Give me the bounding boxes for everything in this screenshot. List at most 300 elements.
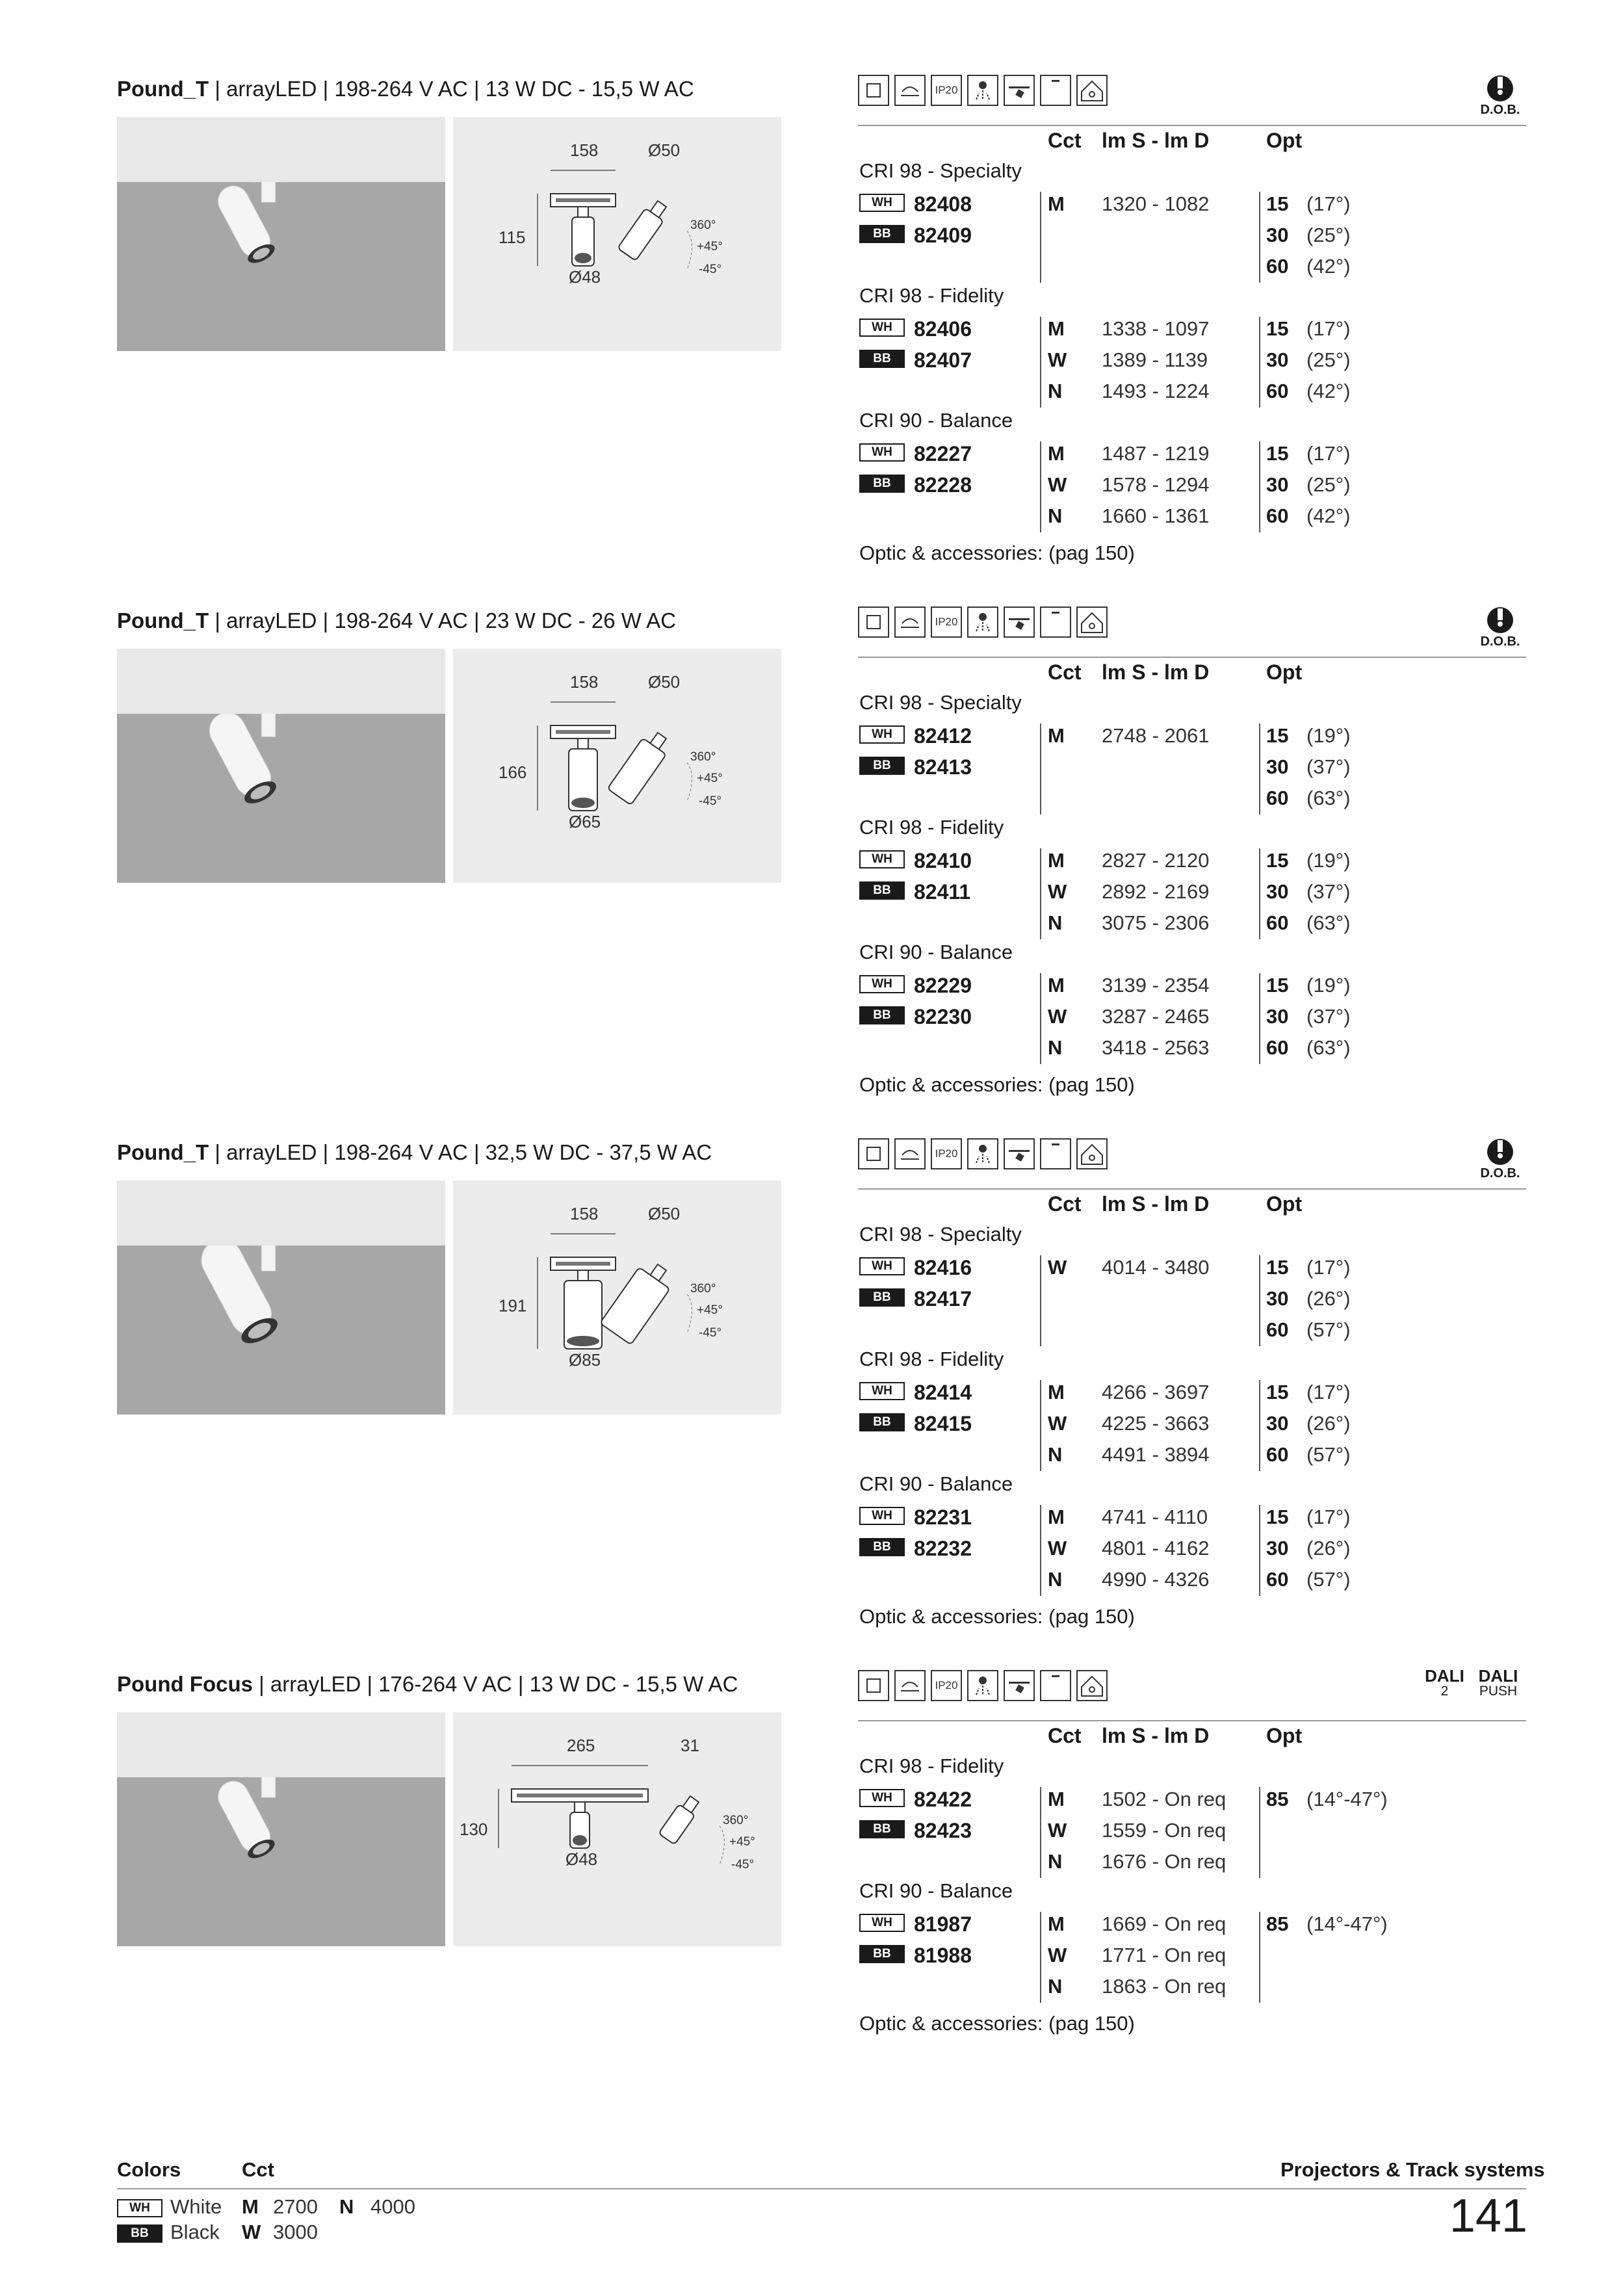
column-divider [1259, 848, 1260, 939]
optic-value: 15 [1266, 1506, 1289, 1528]
beam-angle: (25°) [1306, 224, 1351, 246]
dimension-width: 158 [570, 1204, 599, 1223]
cct-value: M [1048, 1912, 1065, 1935]
product-spec: | arrayLED | 198-264 V AC | 13 W DC - 15,5 W AC [209, 77, 694, 101]
table-row [858, 751, 1527, 783]
lumen-value: 1502 - On req [1102, 1788, 1227, 1810]
lumen-value: 2748 - 2061 [1102, 724, 1210, 747]
col-header-opt: Opt [1266, 660, 1303, 684]
product-section [0, 532, 1623, 1096]
group-label: CRI 98 - Specialty [859, 1223, 1022, 1246]
group-label: CRI 98 - Fidelity [859, 816, 1004, 839]
wall-area [117, 1712, 445, 1777]
color-badge-wh: WH [859, 1914, 905, 1932]
table-row [858, 189, 1527, 220]
product-name: Pound_T [117, 1140, 209, 1164]
table-row [858, 376, 1527, 407]
group-label: CRI 98 - Specialty [859, 691, 1022, 714]
class-ii-icon [858, 1138, 889, 1169]
column-divider [1040, 192, 1041, 283]
lumen-value: 4225 - 3663 [1102, 1412, 1210, 1435]
beam-angle: (63°) [1306, 1036, 1351, 1059]
wall-area [117, 117, 445, 182]
optic-value: 30 [1266, 755, 1289, 778]
col-header-cct: Cct [1048, 660, 1082, 684]
color-badge-wh: WH [859, 975, 905, 993]
color-badge-bb: BB [859, 1945, 905, 1963]
dob-label: D.O.B. [1480, 634, 1520, 649]
cct-value: N [1048, 1443, 1063, 1466]
table-row [858, 1940, 1527, 1971]
column-divider [1040, 973, 1041, 1064]
lumen-value: 3287 - 2465 [1102, 1005, 1210, 1028]
col-header-opt: Opt [1266, 1192, 1303, 1216]
column-divider [1259, 1505, 1260, 1596]
optic-value: 60 [1266, 1318, 1289, 1341]
header-rule [858, 657, 1526, 658]
group-label: CRI 90 - Balance [859, 941, 1013, 963]
column-divider [1259, 441, 1260, 532]
beam-angle: (63°) [1306, 911, 1351, 934]
technical-drawing [453, 649, 781, 883]
dimension-rot: 360° [723, 1814, 749, 1827]
color-badge-bb: BB [859, 757, 905, 775]
cct-value: W [1048, 1005, 1067, 1028]
product-code[interactable]: 82422 [914, 1788, 972, 1811]
cct-value: W [1048, 348, 1067, 371]
lumen-value: 1559 - On req [1102, 1819, 1227, 1842]
product-name: Pound_T [117, 77, 209, 101]
beam-angle: (17°) [1306, 1256, 1351, 1279]
product-code[interactable]: 82412 [914, 724, 972, 748]
lumen-value: 4801 - 4162 [1102, 1537, 1210, 1559]
glow-wire-icon [967, 1138, 998, 1169]
color-badge-wh: WH [117, 2199, 162, 2217]
dimension-tilt-up: +45° [697, 1303, 723, 1317]
dimension-drawing [453, 1712, 781, 1946]
optic-accessories-note[interactable]: Optic & accessories: (pag 150) [859, 1605, 1135, 1628]
optic-value: 60 [1266, 911, 1289, 934]
beam-angle: (17°) [1306, 442, 1351, 465]
column-divider [1259, 1912, 1260, 2003]
ip20-icon: IP20 [931, 1138, 962, 1169]
lumen-value: 1669 - On req [1102, 1912, 1227, 1935]
lumen-value: 3075 - 2306 [1102, 911, 1210, 934]
lumen-value: 1487 - 1219 [1102, 442, 1210, 465]
optic-value: 30 [1266, 473, 1289, 496]
beam-angle: (57°) [1306, 1318, 1351, 1341]
product-spec: | arrayLED | 198-264 V AC | 32,5 W DC - 37,5 W AC [209, 1140, 712, 1164]
dimension-tilt-up: +45° [729, 1835, 755, 1849]
optic-value: 30 [1266, 1412, 1289, 1435]
dimension-rot: 360° [690, 750, 716, 764]
footer-rule [117, 2188, 1526, 2189]
dimension-diam-bottom: Ø48 [565, 1849, 598, 1869]
color-badge-wh: WH [859, 850, 905, 868]
product-code[interactable]: 81987 [914, 1912, 972, 1936]
col-header-lm: lm S - lm D [1102, 1724, 1210, 1747]
dimension-diam-bottom: Ø85 [569, 1350, 601, 1370]
beam-angle: (26°) [1306, 1537, 1351, 1559]
lumen-value: 1389 - 1139 [1102, 348, 1208, 371]
table-row [858, 501, 1527, 532]
track-mount-icon [1040, 1670, 1071, 1701]
dimension-tilt-down: -45° [699, 1326, 722, 1340]
cct-value: N [1048, 1850, 1063, 1873]
column-divider [1259, 724, 1260, 815]
cct-value: W [1048, 473, 1067, 496]
product-code[interactable]: 82232 [914, 1537, 972, 1560]
lumen-value: 2827 - 2120 [1102, 849, 1210, 872]
color-badge-wh: WH [859, 319, 905, 337]
lumen-value: 4014 - 3480 [1102, 1256, 1210, 1279]
optic-accessories-note[interactable]: Optic & accessories: (pag 150) [859, 541, 1135, 564]
lumen-value: 1771 - On req [1102, 1944, 1227, 1966]
lumen-value: 1578 - 1294 [1102, 473, 1210, 496]
class-ii-icon [858, 1670, 889, 1701]
product-code[interactable]: 82415 [914, 1412, 972, 1435]
color-badge-wh: WH [859, 1789, 905, 1807]
table-row [858, 720, 1527, 751]
optic-value: 60 [1266, 787, 1289, 809]
lumen-value: 1676 - On req [1102, 1850, 1227, 1873]
table-row [858, 1971, 1527, 2002]
product-code[interactable]: 82413 [914, 755, 972, 779]
column-divider [1259, 1787, 1260, 1878]
group-label: CRI 98 - Fidelity [859, 284, 1004, 307]
beam-angle: (42°) [1306, 504, 1351, 527]
dimension-height: 130 [460, 1819, 488, 1839]
optic-value: 30 [1266, 880, 1289, 903]
group-label: CRI 90 - Balance [859, 409, 1013, 432]
protected-install-icon [1076, 1138, 1108, 1169]
wall-area [117, 649, 445, 714]
product-code[interactable]: 82408 [914, 192, 972, 216]
cct-value: N [1048, 1568, 1063, 1591]
column-divider [1040, 1912, 1041, 2003]
table-row [858, 907, 1527, 939]
color-badge-wh: WH [859, 443, 905, 462]
table-row [858, 1001, 1527, 1032]
cct-value: W [1048, 1819, 1067, 1842]
lumen-value: 1660 - 1361 [1102, 504, 1210, 527]
optic-value: 15 [1266, 192, 1289, 215]
beam-angle: (17°) [1306, 1506, 1351, 1528]
product-code[interactable]: 82406 [914, 317, 972, 341]
lumen-value: 1493 - 1224 [1102, 380, 1210, 402]
lumen-value: 1338 - 1097 [1102, 317, 1210, 340]
cct-value: M [1048, 442, 1065, 465]
beam-angle: (37°) [1306, 880, 1351, 903]
product-code[interactable]: 82411 [914, 880, 971, 904]
dimension-diam-top: Ø50 [648, 1204, 681, 1223]
lumen-value: 2892 - 2169 [1102, 880, 1210, 903]
product-title [117, 77, 694, 101]
product-name: Pound_T [117, 608, 209, 633]
col-header-opt: Opt [1266, 129, 1303, 152]
lumen-value: 3418 - 2563 [1102, 1036, 1210, 1059]
cct-value: W [1048, 1256, 1067, 1279]
cct-value: N [1048, 1036, 1063, 1059]
dob-badge [1474, 605, 1526, 650]
table-row [858, 313, 1527, 345]
column-divider [1259, 192, 1260, 283]
wall-area [117, 1181, 445, 1246]
product-title [117, 1140, 712, 1165]
table-row [858, 1377, 1527, 1408]
optic-value: 15 [1266, 724, 1289, 747]
optic-value: 85 [1266, 1912, 1289, 1935]
header-rule [858, 1188, 1526, 1190]
class-ii-icon [858, 607, 889, 638]
dob-icon [1474, 73, 1526, 103]
product-code[interactable]: 82416 [914, 1256, 972, 1279]
table-row [858, 876, 1527, 907]
beam-angle: (25°) [1306, 348, 1351, 371]
beam-angle: (19°) [1306, 724, 1351, 747]
track-mount-icon [1040, 75, 1071, 106]
table-row [858, 1283, 1527, 1314]
cct-value: M [1048, 974, 1065, 997]
table-row [858, 970, 1527, 1001]
optic-value: 15 [1266, 317, 1289, 340]
column-divider [1040, 317, 1041, 408]
group-label: CRI 98 - Specialty [859, 159, 1022, 182]
lumen-value: 1863 - On req [1102, 1975, 1227, 1998]
table-row [858, 1909, 1527, 1940]
dimension-height: 115 [499, 227, 526, 247]
group-label: CRI 90 - Balance [859, 1879, 1013, 1902]
dimension-diam-top: Ø50 [648, 140, 681, 160]
optic-value: 15 [1266, 1381, 1289, 1403]
optic-value: 60 [1266, 504, 1289, 527]
cct-value: W [1048, 1537, 1067, 1559]
col-header-lm: lm S - lm D [1102, 129, 1210, 152]
dali-label: DALI [1425, 1666, 1464, 1686]
dimension-width: 158 [570, 140, 599, 160]
beam-angle: (57°) [1306, 1568, 1351, 1591]
header-rule [858, 125, 1526, 126]
column-divider [1259, 1255, 1260, 1346]
cct-value: M [1048, 724, 1065, 747]
ip20-icon: IP20 [931, 75, 962, 106]
glow-wire-icon [967, 75, 998, 106]
adjustable-head-icon [1004, 1138, 1035, 1169]
beam-angle: (25°) [1306, 473, 1351, 496]
optic-value: 30 [1266, 1537, 1289, 1559]
table-row [858, 220, 1527, 251]
column-divider [1040, 848, 1041, 939]
cct-value: N [1048, 911, 1063, 934]
col-header-cct: Cct [1048, 1192, 1082, 1216]
surface-mount-icon [894, 75, 926, 106]
dimension-drawing [453, 649, 781, 883]
column-divider [1259, 1380, 1260, 1471]
beam-angle: (17°) [1306, 192, 1351, 215]
dimension-tilt-down: -45° [699, 263, 722, 276]
table-row [858, 345, 1527, 376]
optic-value: 60 [1266, 380, 1289, 402]
product-code[interactable]: 82417 [914, 1287, 972, 1311]
product-code[interactable]: 82414 [914, 1381, 972, 1404]
optic-value: 15 [1266, 849, 1289, 872]
product-spec: | arrayLED | 176-264 V AC | 13 W DC - 15,5 W AC [253, 1672, 738, 1696]
cct-value: M [1048, 192, 1065, 215]
product-code[interactable]: 82228 [914, 473, 972, 497]
optic-value: 30 [1266, 348, 1289, 371]
product-code[interactable]: 82227 [914, 442, 972, 465]
table-row [858, 1252, 1527, 1283]
dob-label: D.O.B. [1480, 103, 1520, 117]
dimension-height: 166 [499, 762, 527, 782]
color-badge-wh: WH [859, 1507, 905, 1525]
color-badge-bb: BB [859, 475, 905, 493]
column-divider [1040, 441, 1041, 532]
cct-value: N [1048, 1975, 1063, 1998]
lumen-value: 4266 - 3697 [1102, 1381, 1210, 1403]
color-name-black: Black [170, 2221, 220, 2243]
table-row [858, 1439, 1527, 1470]
technical-drawing [453, 1712, 781, 1946]
optic-value: 30 [1266, 1287, 1289, 1310]
group-label: CRI 90 - Balance [859, 1472, 1013, 1495]
color-badge-bb: BB [859, 350, 905, 368]
table-row [858, 845, 1527, 876]
table-row [858, 1846, 1527, 1877]
dimension-diam-top: 31 [681, 1736, 699, 1755]
column-divider [1040, 1380, 1041, 1471]
cct-value: W [1048, 1412, 1067, 1435]
column-divider [1040, 1787, 1041, 1878]
product-name: Pound Focus [117, 1672, 253, 1696]
table-row [858, 1815, 1527, 1846]
color-name-white: White [170, 2195, 222, 2218]
dimension-diam-bottom: Ø65 [569, 812, 601, 831]
surface-mount-icon [894, 1670, 926, 1701]
table-row [858, 1784, 1527, 1815]
col-header-cct: Cct [1048, 129, 1082, 152]
col-header-lm: lm S - lm D [1102, 1192, 1210, 1216]
product-photo [117, 649, 445, 883]
lumen-value: 1320 - 1082 [1102, 192, 1210, 215]
cct-label: Cct [242, 2158, 274, 2181]
beam-angle: (37°) [1306, 1005, 1351, 1028]
track-mount-icon [1040, 607, 1071, 638]
cct-value: M [1048, 317, 1065, 340]
cct-value: M [1048, 1788, 1065, 1810]
cct-value: M [1048, 849, 1065, 872]
optic-value: 15 [1266, 974, 1289, 997]
product-title [117, 1672, 738, 1697]
product-code[interactable]: 82230 [914, 1005, 972, 1028]
ip20-icon: IP20 [931, 607, 962, 638]
cct-value: W [1048, 880, 1067, 903]
dimension-drawing [453, 117, 781, 351]
color-badge-wh: WH [859, 1382, 905, 1400]
dali-badge [1469, 1668, 1527, 1699]
product-code[interactable]: 82407 [914, 348, 972, 372]
beam-angle: (42°) [1306, 380, 1351, 402]
category-label: Projectors & Track systems [1280, 2158, 1545, 2181]
protected-install-icon [1076, 1670, 1108, 1701]
optic-accessories-note[interactable]: Optic & accessories: (pag 150) [859, 2012, 1135, 2035]
glow-wire-icon [967, 1670, 998, 1701]
product-code[interactable]: 82229 [914, 974, 972, 997]
dali-sub: PUSH [1479, 1684, 1518, 1699]
table-row [858, 783, 1527, 814]
color-badge-bb: BB [859, 1413, 905, 1431]
product-code[interactable]: 82231 [914, 1506, 972, 1529]
table-row [858, 1502, 1527, 1533]
page-number: 141 [1449, 2190, 1527, 2242]
lumen-value: 4990 - 4326 [1102, 1568, 1210, 1591]
column-divider [1040, 1505, 1041, 1596]
column-divider [1259, 317, 1260, 408]
product-title [117, 608, 676, 633]
technical-drawing [453, 117, 781, 351]
beam-angle: (17°) [1306, 317, 1351, 340]
column-divider [1040, 1255, 1041, 1346]
protected-install-icon [1076, 75, 1108, 106]
product-section [0, 1063, 1623, 1628]
dimension-tilt-up: +45° [697, 240, 723, 254]
table-row [858, 469, 1527, 501]
dali-badge [1420, 1668, 1469, 1699]
color-badge-wh: WH [859, 725, 905, 744]
lumen-value: 3139 - 2354 [1102, 974, 1210, 997]
dali-label: DALI [1478, 1666, 1518, 1686]
protected-install-icon [1076, 607, 1108, 638]
color-badge-bb: BB [117, 2224, 162, 2243]
product-code[interactable]: 82409 [914, 224, 972, 247]
cct-w-code: W [242, 2221, 261, 2243]
beam-angle: (57°) [1306, 1443, 1351, 1466]
optic-value: 15 [1266, 1256, 1289, 1279]
product-code[interactable]: 82410 [914, 849, 972, 872]
optic-accessories-note[interactable]: Optic & accessories: (pag 150) [859, 1073, 1135, 1096]
table-row [858, 251, 1527, 282]
product-code[interactable]: 81988 [914, 1944, 972, 1967]
surface-mount-icon [894, 1138, 926, 1169]
cct-n-value: 4000 [370, 2195, 415, 2218]
ip20-icon: IP20 [931, 1670, 962, 1701]
beam-angle: (17°) [1306, 1381, 1351, 1403]
lumen-value: 4741 - 4110 [1102, 1506, 1208, 1528]
beam-angle: (19°) [1306, 849, 1351, 872]
colors-label: Colors [117, 2158, 181, 2181]
beam-angle: (26°) [1306, 1287, 1351, 1310]
color-badge-bb: BB [859, 1820, 905, 1838]
optic-value: 60 [1266, 255, 1289, 278]
header-rule [858, 1720, 1526, 1721]
product-code[interactable]: 82423 [914, 1819, 972, 1842]
table-row [858, 1533, 1527, 1564]
column-divider [1040, 724, 1041, 815]
dimension-tilt-up: +45° [697, 772, 723, 785]
product-section [0, 0, 1623, 564]
beam-angle: (14°-47°) [1306, 1788, 1388, 1810]
color-badge-wh: WH [859, 194, 905, 212]
beam-angle: (37°) [1306, 755, 1351, 778]
cct-value: N [1048, 504, 1063, 527]
beam-angle: (14°-47°) [1306, 1912, 1388, 1935]
beam-angle: (19°) [1306, 974, 1351, 997]
adjustable-head-icon [1004, 1670, 1035, 1701]
color-badge-wh: WH [859, 1257, 905, 1275]
beam-angle: (26°) [1306, 1412, 1351, 1435]
group-label: CRI 98 - Fidelity [859, 1348, 1004, 1370]
cct-n-code: N [339, 2195, 354, 2218]
